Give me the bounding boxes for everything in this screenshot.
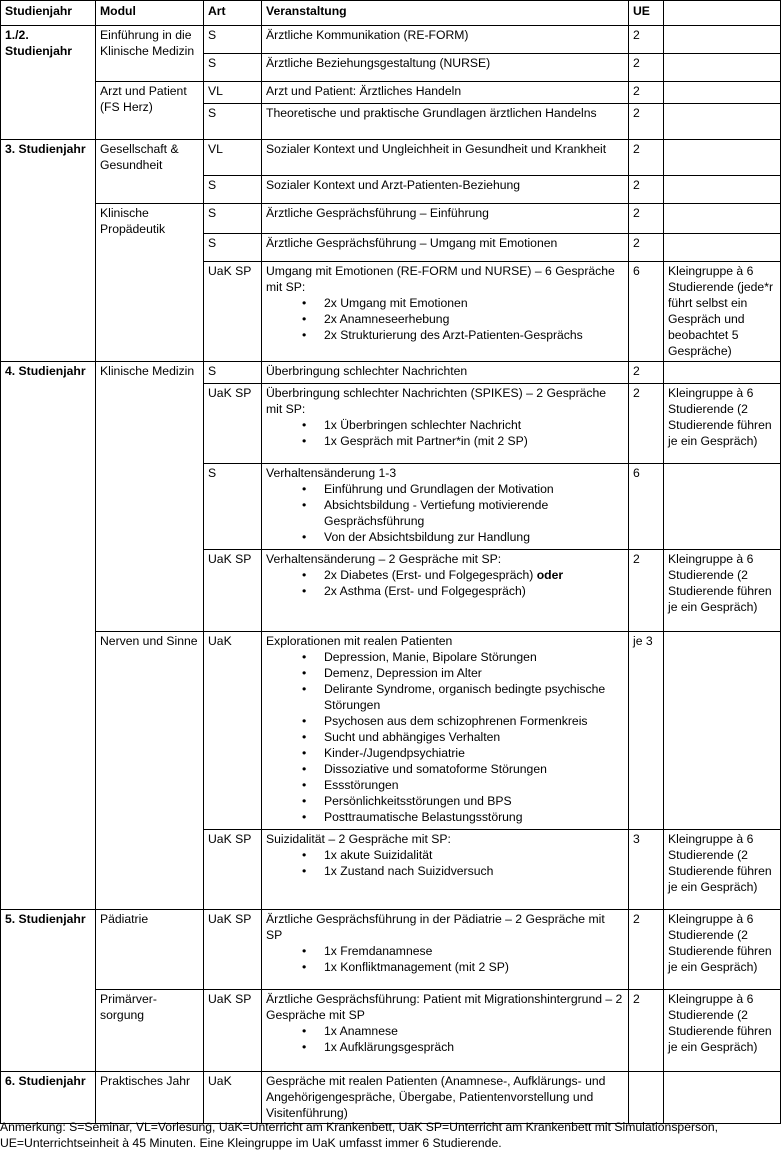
course-items — [266, 481, 624, 545]
course-cell — [262, 262, 629, 362]
course-title: Ärztliche Gesprächsführung in der Pädiatrie – 2 Gespräche mit SP — [266, 912, 605, 942]
course-cell: Sozialer Kontext und Arzt-Patienten-Beziehung — [262, 176, 629, 204]
list-item: • 1x Aufklärungsgespräch — [324, 1039, 624, 1055]
course-cell: Ärztliche Kommunikation (RE-FORM) — [262, 26, 629, 54]
note-cell — [664, 362, 781, 384]
list-item: • 2x Umgang mit Emotionen — [324, 295, 624, 311]
course-items — [266, 567, 624, 599]
course-cell: Arzt und Patient: Ärztliches Handeln — [262, 82, 629, 104]
note-cell: Kleingruppe à 6 Studierende (2 Studierende führen je ein Gespräch) — [664, 990, 781, 1072]
note-cell — [664, 234, 781, 262]
art-cell: S — [204, 176, 262, 204]
course-cell — [262, 990, 629, 1072]
art-cell: S — [204, 234, 262, 262]
course-cell: Ärztliche Gesprächsführung – Umgang mit Emotionen — [262, 234, 629, 262]
module-cell: Einführung in die Klinische Medizin — [96, 26, 204, 82]
art-cell: UaK SP — [204, 910, 262, 990]
header-veranstaltung: Veranstaltung — [262, 1, 629, 26]
art-cell: VL — [204, 82, 262, 104]
list-item: • 1x Anamnese — [324, 1023, 624, 1039]
ue-cell: 6 — [629, 262, 664, 362]
course-cell — [262, 384, 629, 464]
note-cell — [664, 176, 781, 204]
course-title: Umgang mit Emotionen (RE-FORM und NURSE) – 6 Gespräche mit SP: — [266, 264, 615, 294]
module-cell: Praktisches Jahr — [96, 1072, 204, 1124]
header-row — [1, 1, 781, 26]
note-cell: Kleingruppe à 6 Studierende (2 Studierende führen je ein Gespräch) — [664, 550, 781, 632]
ue-cell: 2 — [629, 140, 664, 176]
course-cell: Ärztliche Gesprächsführung – Einführung — [262, 204, 629, 234]
course-title: Explorationen mit realen Patienten — [266, 634, 453, 648]
list-item: • Depression, Manie, Bipolare Störungen — [324, 649, 624, 665]
art-cell: UaK SP — [204, 384, 262, 464]
art-cell: UaK — [204, 632, 262, 830]
footnote: Anmerkung: S=Seminar, VL=Vorlesung, UaK=Unterricht am Krankenbett, UaK SP=Unterricht am Krankenbett mit Simulationsperson, UE=Unterrichtseinheit à 45 Minuten. Eine Kleingruppe im UaK umfasst immer 6 Studierende. — [0, 1120, 719, 1150]
ue-cell: 2 — [629, 362, 664, 384]
table-row — [1, 140, 781, 176]
course-title: Suizidalität – 2 Gespräche mit SP: — [266, 832, 451, 846]
note-cell: Kleingruppe à 6 Studierende (jede*r führt selbst ein Gespräch und beobachtet 5 Gespräche) — [664, 262, 781, 362]
art-cell: S — [204, 54, 262, 82]
note-cell — [664, 104, 781, 140]
course-cell — [262, 632, 629, 830]
header-modul: Modul — [96, 1, 204, 26]
table-row — [1, 990, 781, 1072]
course-title: Ärztliche Gesprächsführung: Patient mit Migrationshintergrund – 2 Gespräche mit SP — [266, 992, 623, 1022]
list-item: • 1x Konfliktmanagement (mit 2 SP) — [324, 959, 624, 975]
list-item: • 2x Anamneseerhebung — [324, 311, 624, 327]
list-item: • 1x Fremdanamnese — [324, 943, 624, 959]
note-cell — [664, 632, 781, 830]
module-cell: Nerven und Sinne — [96, 632, 204, 910]
note-cell — [664, 82, 781, 104]
ue-cell: 2 — [629, 550, 664, 632]
item-bold-text: oder — [536, 568, 564, 582]
ue-cell: 2 — [629, 82, 664, 104]
header-ue: UE — [629, 1, 664, 26]
ue-cell: 2 — [629, 104, 664, 140]
art-cell: UaK — [204, 1072, 262, 1124]
list-item: • 1x akute Suizidalität — [324, 847, 624, 863]
ue-cell: 2 — [629, 990, 664, 1072]
ue-cell: 2 — [629, 176, 664, 204]
ue-cell: 6 — [629, 464, 664, 550]
table-row — [1, 632, 781, 830]
course-items — [266, 1023, 624, 1055]
list-item: • 1x Gespräch mit Partner*in (mit 2 SP) — [324, 433, 624, 449]
ue-cell: 3 — [629, 830, 664, 910]
course-items — [266, 847, 624, 879]
year-cell: 3. Studienjahr — [1, 140, 96, 362]
note-cell: Kleingruppe à 6 Studierende (2 Studierende führen je ein Gespräch) — [664, 910, 781, 990]
art-cell: S — [204, 464, 262, 550]
course-cell — [262, 464, 629, 550]
ue-cell: 2 — [629, 234, 664, 262]
year-cell: 1./2. Studienjahr — [1, 26, 96, 140]
list-item: • Demenz, Depression im Alter — [324, 665, 624, 681]
art-cell: UaK SP — [204, 262, 262, 362]
course-cell: Gespräche mit realen Patienten (Anamnese-, Aufklärungs- und Angehörigengespräche, Übergabe, Patientenvorstellung und Visitenführung) — [262, 1072, 629, 1124]
note-cell — [664, 54, 781, 82]
list-item: • Von der Absichtsbildung zur Handlung — [324, 529, 624, 545]
list-item: • Posttraumatische Belastungsstörung — [324, 809, 624, 825]
art-cell: S — [204, 104, 262, 140]
course-items — [266, 649, 624, 825]
header-year: Studienjahr — [1, 1, 96, 26]
course-items — [266, 943, 624, 975]
note-cell: Kleingruppe à 6 Studierende (2 Studierende führen je ein Gespräch) — [664, 830, 781, 910]
art-cell: UaK SP — [204, 550, 262, 632]
list-item: • Delirante Syndrome, organisch bedingte psychische Störungen — [324, 681, 624, 713]
table-row — [1, 1072, 781, 1124]
list-item: • 1x Zustand nach Suizidversuch — [324, 863, 624, 879]
course-items — [266, 417, 624, 449]
ue-cell: 2 — [629, 910, 664, 990]
table-row — [1, 82, 781, 104]
ue-cell: je 3 — [629, 632, 664, 830]
list-item: • 2x Strukturierung des Arzt-Patienten-Gesprächs — [324, 327, 624, 343]
course-cell: Ärztliche Beziehungsgestaltung (NURSE) — [262, 54, 629, 82]
ue-cell — [629, 1072, 664, 1124]
list-item: • Kinder-/Jugendpsychiatrie — [324, 745, 624, 761]
art-cell: S — [204, 204, 262, 234]
course-items — [266, 295, 624, 343]
art-cell: UaK SP — [204, 990, 262, 1072]
table-row — [1, 910, 781, 990]
course-cell — [262, 550, 629, 632]
course-cell — [262, 830, 629, 910]
list-item: • Absichtsbildung - Vertiefung motivierende Gesprächsführung — [324, 497, 624, 529]
note-cell: Kleingruppe à 6 Studierende (2 Studierende führen je ein Gespräch) — [664, 384, 781, 464]
ue-cell: 2 — [629, 384, 664, 464]
course-cell: Überbringung schlechter Nachrichten — [262, 362, 629, 384]
list-item: • Essstörungen — [324, 777, 624, 793]
header-art: Art — [204, 1, 262, 26]
year-cell: 4. Studienjahr — [1, 362, 96, 910]
course-title: Verhaltensänderung – 2 Gespräche mit SP: — [266, 552, 502, 566]
course-cell — [262, 910, 629, 990]
module-cell: Arzt und Patient (FS Herz) — [96, 82, 204, 140]
course-title: Überbringung schlechter Nachrichten (SPIKES) – 2 Gespräche mit SP: — [266, 386, 607, 416]
year-cell: 5. Studienjahr — [1, 910, 96, 1072]
note-cell — [664, 26, 781, 54]
module-cell: Klinische Propädeutik — [96, 204, 204, 362]
note-cell — [664, 464, 781, 550]
ue-cell: 2 — [629, 26, 664, 54]
table-row — [1, 26, 781, 54]
table-row — [1, 204, 781, 234]
item-text: 2x Diabetes (Erst- und Folgegespräch) — [324, 568, 534, 582]
art-cell: VL — [204, 140, 262, 176]
ue-cell: 2 — [629, 204, 664, 234]
course-cell: Sozialer Kontext und Ungleichheit in Gesundheit und Krankheit — [262, 140, 629, 176]
art-cell: S — [204, 362, 262, 384]
module-cell: Klinische Medizin — [96, 362, 204, 632]
table-row — [1, 362, 781, 384]
list-item: • Dissoziative und somatoforme Störungen — [324, 761, 624, 777]
list-item: • Psychosen aus dem schizophrenen Formenkreis — [324, 713, 624, 729]
ue-cell: 2 — [629, 54, 664, 82]
module-cell: Primärver-sorgung — [96, 990, 204, 1072]
note-cell — [664, 1072, 781, 1124]
list-item — [324, 567, 624, 583]
art-cell: UaK SP — [204, 830, 262, 910]
course-cell: Theoretische und praktische Grundlagen ärztlichen Handelns — [262, 104, 629, 140]
list-item: • 1x Überbringen schlechter Nachricht — [324, 417, 624, 433]
list-item: • Einführung und Grundlagen der Motivation — [324, 481, 624, 497]
note-cell — [664, 204, 781, 234]
list-item: • Persönlichkeitsstörungen und BPS — [324, 793, 624, 809]
list-item: • 2x Asthma (Erst- und Folgegespräch) — [324, 583, 624, 599]
module-cell: Pädiatrie — [96, 910, 204, 990]
course-title: Verhaltensänderung 1-3 — [266, 466, 397, 480]
list-item: • Sucht und abhängiges Verhalten — [324, 729, 624, 745]
year-cell: 6. Studienjahr — [1, 1072, 96, 1124]
module-cell: Gesellschaft & Gesundheit — [96, 140, 204, 204]
header-extra — [664, 1, 781, 26]
note-cell — [664, 140, 781, 176]
art-cell: S — [204, 26, 262, 54]
